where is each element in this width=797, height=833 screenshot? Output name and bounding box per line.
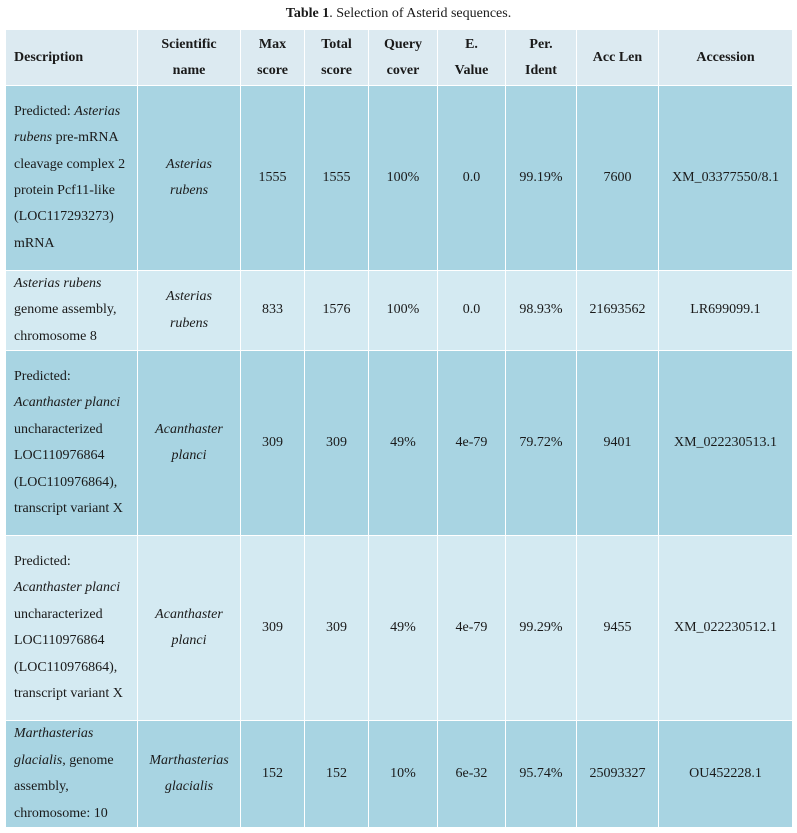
header-max-score: Max score [241,30,305,86]
cell-description: Marthasterias glacialis, genome assembly, chromosome: 10 [6,721,138,828]
header-scientific-name: Scientific name [138,30,241,86]
table-caption-text: . Selection of Asterid sequences. [329,6,512,21]
cell-max-score: 309 [241,536,305,721]
cell-total-score: 1555 [305,86,369,271]
table-caption [0,0,797,24]
cell-max-score: 833 [241,271,305,351]
table-label: Table 1 [285,6,330,21]
cell-accession: XM_022230512.1 [659,536,793,721]
table-row [6,86,793,271]
header-accession: Accession [659,30,793,86]
cell-acc-len: 21693562 [577,271,659,351]
cell-per-ident: 99.19% [506,86,577,271]
cell-acc-len: 7600 [577,86,659,271]
cell-scientific-name: Asterias rubens [138,271,241,351]
cell-e-value: 6e-32 [438,721,506,828]
header-per-ident: Per. Ident [506,30,577,86]
cell-scientific-name: Asterias rubens [138,86,241,271]
cell-accession: LR699099.1 [659,271,793,351]
cell-acc-len: 9401 [577,351,659,536]
cell-acc-len: 25093327 [577,721,659,828]
table-row [6,351,793,536]
header-total-score: Total score [305,30,369,86]
cell-total-score: 1576 [305,271,369,351]
cell-description: Predicted: Acanthaster planci uncharacterized LOC110976864 (LOC110976864), transcript variant X [6,351,138,536]
cell-per-ident: 99.29% [506,536,577,721]
cell-scientific-name: Acanthaster planci [138,351,241,536]
cell-scientific-name: Marthasterias glacialis [138,721,241,828]
cell-total-score: 309 [305,536,369,721]
cell-per-ident: 79.72% [506,351,577,536]
cell-e-value: 0.0 [438,271,506,351]
table-row [6,536,793,721]
cell-acc-len: 9455 [577,536,659,721]
cell-max-score: 309 [241,351,305,536]
cell-max-score: 1555 [241,86,305,271]
cell-e-value: 0.0 [438,86,506,271]
cell-query-cover: 10% [369,721,438,828]
cell-query-cover: 100% [369,271,438,351]
table-row [6,721,793,828]
header-e-value: E. Value [438,30,506,86]
header-acc-len: Acc Len [577,30,659,86]
cell-e-value: 4e-79 [438,351,506,536]
cell-description: Predicted: Asterias rubens pre-mRNA cleavage complex 2 protein Pcf11-like (LOC117293273) mRNA [6,86,138,271]
cell-max-score: 152 [241,721,305,828]
cell-per-ident: 98.93% [506,271,577,351]
cell-accession: XM_022230513.1 [659,351,793,536]
cell-query-cover: 100% [369,86,438,271]
asterid-sequences-table [5,29,793,828]
cell-accession: OU452228.1 [659,721,793,828]
header-description: Description [6,30,138,86]
cell-accession: XM_03377550/8.1 [659,86,793,271]
table-row [6,271,793,351]
cell-query-cover: 49% [369,536,438,721]
cell-total-score: 309 [305,351,369,536]
cell-scientific-name: Acanthaster planci [138,536,241,721]
cell-e-value: 4e-79 [438,536,506,721]
cell-query-cover: 49% [369,351,438,536]
header-row [6,30,793,86]
cell-description: Asterias rubens genome assembly, chromosome 8 [6,271,138,351]
header-query-cover: Query cover [369,30,438,86]
cell-per-ident: 95.74% [506,721,577,828]
cell-description: Predicted: Acanthaster planci uncharacterized LOC110976864 (LOC110976864), transcript variant X [6,536,138,721]
cell-total-score: 152 [305,721,369,828]
